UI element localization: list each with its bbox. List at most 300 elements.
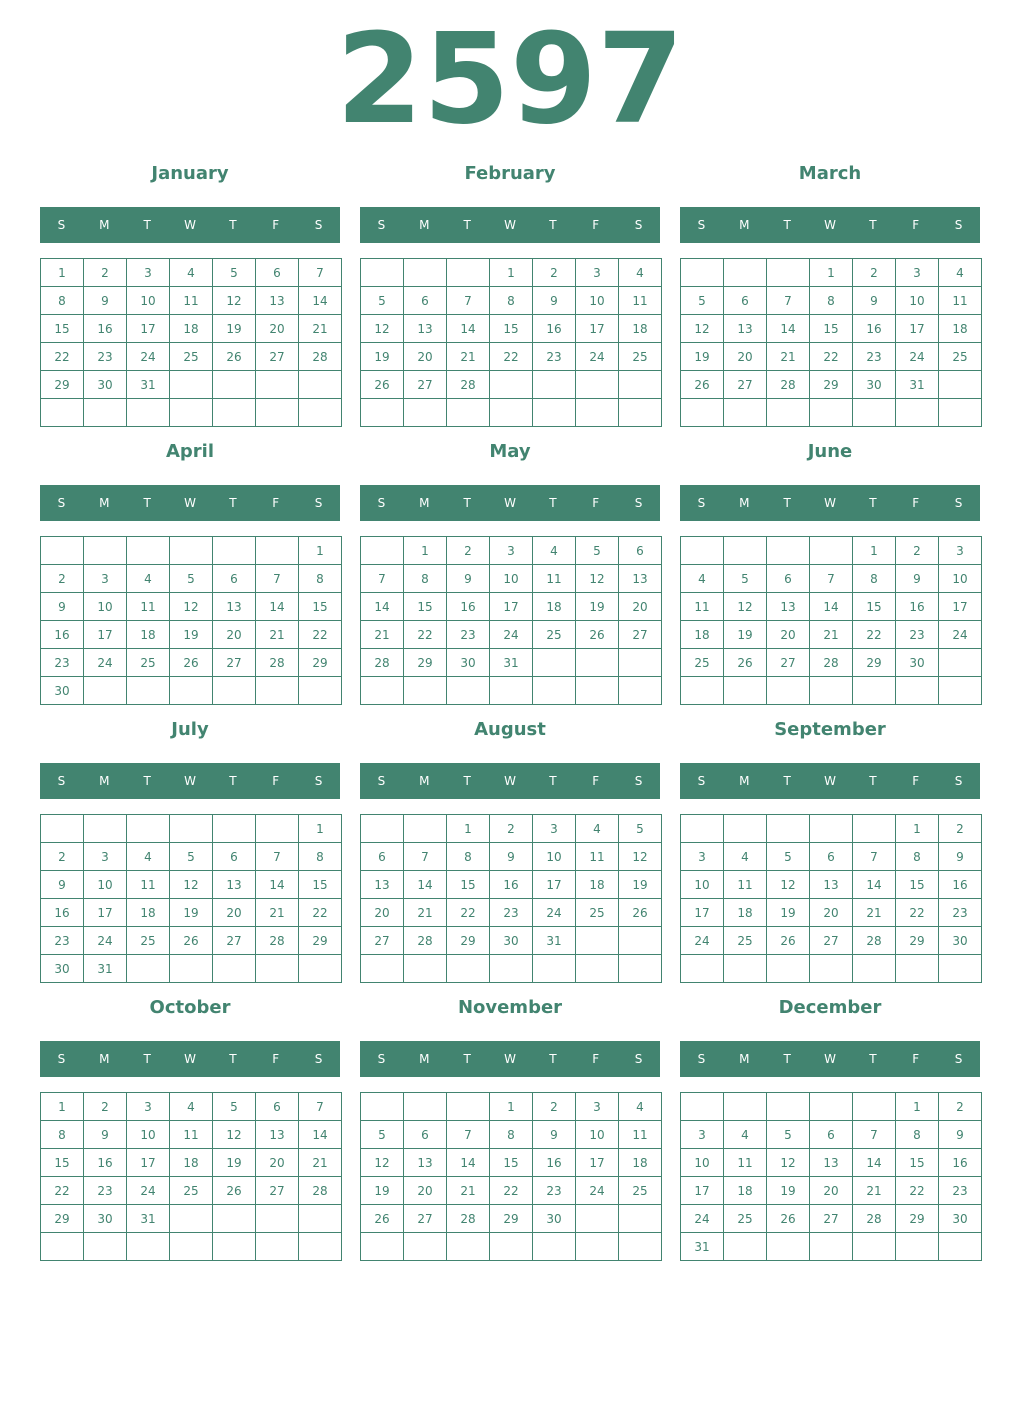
empty-day-cell xyxy=(853,1093,896,1121)
week-row xyxy=(361,593,662,621)
day-cell: 13 xyxy=(361,871,404,899)
weekday-header xyxy=(680,1041,980,1077)
day-cell: 21 xyxy=(447,343,490,371)
week-row xyxy=(361,1205,662,1233)
weekday-label: S xyxy=(57,218,66,232)
week-row xyxy=(361,621,662,649)
day-cell: 8 xyxy=(896,1121,939,1149)
weekday-label: S xyxy=(57,774,66,788)
day-cell: 2 xyxy=(490,815,533,843)
day-cell: 4 xyxy=(681,565,724,593)
day-cell: 24 xyxy=(84,649,127,677)
day-cell: 7 xyxy=(767,287,810,315)
day-cell: 2 xyxy=(896,537,939,565)
empty-day-cell xyxy=(84,399,127,427)
empty-day-cell xyxy=(681,537,724,565)
day-cell: 21 xyxy=(810,621,853,649)
month-may xyxy=(360,438,660,706)
day-cell: 19 xyxy=(681,343,724,371)
empty-day-cell xyxy=(533,649,576,677)
day-cell: 5 xyxy=(767,1121,810,1149)
day-cell: 14 xyxy=(853,871,896,899)
weekday-label: T xyxy=(229,1052,237,1066)
day-cell: 23 xyxy=(939,899,982,927)
empty-day-cell xyxy=(404,677,447,705)
day-cell: 31 xyxy=(533,927,576,955)
day-cell: 11 xyxy=(939,287,982,315)
empty-day-cell xyxy=(84,1233,127,1261)
empty-day-cell xyxy=(767,677,810,705)
day-cell: 29 xyxy=(490,1205,533,1233)
month-name: April xyxy=(165,441,215,462)
day-cell: 4 xyxy=(939,259,982,287)
week-row xyxy=(361,1093,662,1121)
week-row xyxy=(41,287,342,315)
weekday-label: S xyxy=(697,496,706,510)
day-cell: 20 xyxy=(724,343,767,371)
weekday-label: F xyxy=(912,1052,920,1066)
day-cell: 11 xyxy=(619,1121,662,1149)
day-cell: 10 xyxy=(533,843,576,871)
day-cell: 13 xyxy=(810,1149,853,1177)
day-cell: 14 xyxy=(404,871,447,899)
day-cell: 20 xyxy=(361,899,404,927)
day-cell: 19 xyxy=(213,315,256,343)
day-cell: 13 xyxy=(213,593,256,621)
empty-day-cell xyxy=(681,677,724,705)
week-row xyxy=(681,593,982,621)
day-cell: 7 xyxy=(853,843,896,871)
week-row xyxy=(361,399,662,427)
empty-day-cell xyxy=(404,815,447,843)
month-march xyxy=(680,160,980,428)
empty-day-cell xyxy=(490,399,533,427)
week-row xyxy=(681,843,982,871)
empty-day-cell xyxy=(170,1205,213,1233)
empty-day-cell xyxy=(853,399,896,427)
day-cell: 6 xyxy=(619,537,662,565)
day-cell: 11 xyxy=(170,287,213,315)
weekday-label: T xyxy=(463,1052,471,1066)
day-cell: 10 xyxy=(939,565,982,593)
week-row xyxy=(41,565,342,593)
empty-day-cell xyxy=(256,1233,299,1261)
day-cell: 30 xyxy=(896,649,939,677)
week-row xyxy=(681,649,982,677)
weekday-label: W xyxy=(184,496,196,510)
week-row xyxy=(41,593,342,621)
day-cell: 22 xyxy=(41,343,84,371)
empty-day-cell xyxy=(213,815,256,843)
empty-day-cell xyxy=(256,1205,299,1233)
day-cell: 30 xyxy=(939,1205,982,1233)
day-cell: 23 xyxy=(533,1177,576,1205)
day-cell: 5 xyxy=(361,1121,404,1149)
day-cell: 13 xyxy=(213,871,256,899)
day-cell: 2 xyxy=(447,537,490,565)
month-october xyxy=(40,994,340,1262)
day-cell: 16 xyxy=(533,1149,576,1177)
day-cell: 30 xyxy=(41,677,84,705)
day-cell: 26 xyxy=(361,371,404,399)
day-cell: 7 xyxy=(299,1093,342,1121)
day-cell: 17 xyxy=(533,871,576,899)
days-table xyxy=(40,536,342,705)
day-cell: 17 xyxy=(939,593,982,621)
weekday-label: T xyxy=(143,1052,151,1066)
weekday-label: T xyxy=(229,496,237,510)
week-row xyxy=(361,1177,662,1205)
empty-day-cell xyxy=(810,815,853,843)
day-cell: 31 xyxy=(127,371,170,399)
day-cell: 4 xyxy=(619,259,662,287)
weekday-label: T xyxy=(229,218,237,232)
day-cell: 14 xyxy=(256,871,299,899)
month-name: February xyxy=(464,163,556,184)
week-row xyxy=(361,1149,662,1177)
weekday-label: T xyxy=(549,1052,557,1066)
day-cell: 15 xyxy=(896,871,939,899)
day-cell: 11 xyxy=(127,593,170,621)
day-cell: 9 xyxy=(896,565,939,593)
weekday-label: S xyxy=(634,496,643,510)
empty-day-cell xyxy=(41,1233,84,1261)
day-cell: 30 xyxy=(41,955,84,983)
day-cell: 14 xyxy=(853,1149,896,1177)
week-row xyxy=(41,1205,342,1233)
day-cell: 7 xyxy=(256,565,299,593)
day-cell: 2 xyxy=(41,565,84,593)
day-cell: 3 xyxy=(84,843,127,871)
day-cell: 10 xyxy=(681,871,724,899)
day-cell: 22 xyxy=(299,621,342,649)
day-cell: 21 xyxy=(256,621,299,649)
week-row xyxy=(681,1233,982,1261)
empty-day-cell xyxy=(681,955,724,983)
day-cell: 12 xyxy=(619,843,662,871)
day-cell: 27 xyxy=(619,621,662,649)
day-cell: 15 xyxy=(41,1149,84,1177)
day-cell: 27 xyxy=(404,371,447,399)
empty-day-cell xyxy=(896,677,939,705)
empty-day-cell xyxy=(619,955,662,983)
empty-day-cell xyxy=(619,399,662,427)
day-cell: 3 xyxy=(490,537,533,565)
day-cell: 30 xyxy=(939,927,982,955)
day-cell: 16 xyxy=(41,899,84,927)
empty-day-cell xyxy=(299,955,342,983)
day-cell: 3 xyxy=(576,259,619,287)
day-cell: 3 xyxy=(681,843,724,871)
week-row xyxy=(681,537,982,565)
empty-day-cell xyxy=(939,677,982,705)
day-cell: 17 xyxy=(127,1149,170,1177)
month-august xyxy=(360,716,660,984)
empty-day-cell xyxy=(41,399,84,427)
month-name: November xyxy=(457,997,563,1018)
day-cell: 10 xyxy=(576,1121,619,1149)
empty-day-cell xyxy=(299,371,342,399)
day-cell: 3 xyxy=(576,1093,619,1121)
week-row xyxy=(681,621,982,649)
day-cell: 25 xyxy=(533,621,576,649)
weekday-label: S xyxy=(377,1052,386,1066)
weekday-label: W xyxy=(824,218,836,232)
day-cell: 30 xyxy=(853,371,896,399)
empty-day-cell xyxy=(533,677,576,705)
day-cell: 10 xyxy=(127,287,170,315)
day-cell: 28 xyxy=(256,649,299,677)
weekday-header xyxy=(40,485,340,521)
day-cell: 31 xyxy=(896,371,939,399)
empty-day-cell xyxy=(361,399,404,427)
week-row xyxy=(41,927,342,955)
day-cell: 30 xyxy=(533,1205,576,1233)
day-cell: 12 xyxy=(361,315,404,343)
month-february xyxy=(360,160,660,428)
day-cell: 8 xyxy=(896,843,939,871)
day-cell: 16 xyxy=(533,315,576,343)
day-cell: 20 xyxy=(810,1177,853,1205)
day-cell: 5 xyxy=(619,815,662,843)
empty-day-cell xyxy=(213,399,256,427)
day-cell: 1 xyxy=(490,259,533,287)
day-cell: 22 xyxy=(896,899,939,927)
day-cell: 8 xyxy=(490,1121,533,1149)
weekday-label: F xyxy=(592,218,600,232)
day-cell: 17 xyxy=(576,315,619,343)
empty-day-cell xyxy=(361,259,404,287)
day-cell: 20 xyxy=(619,593,662,621)
day-cell: 15 xyxy=(299,871,342,899)
day-cell: 8 xyxy=(404,565,447,593)
empty-day-cell xyxy=(533,371,576,399)
day-cell: 18 xyxy=(939,315,982,343)
day-cell: 14 xyxy=(256,593,299,621)
weekday-label: S xyxy=(634,218,643,232)
empty-day-cell xyxy=(447,1093,490,1121)
days-table xyxy=(680,1092,982,1261)
day-cell: 2 xyxy=(84,259,127,287)
days-table xyxy=(360,814,662,983)
week-row xyxy=(361,955,662,983)
day-cell: 28 xyxy=(767,371,810,399)
day-cell: 21 xyxy=(256,899,299,927)
month-september xyxy=(680,716,980,984)
day-cell: 8 xyxy=(853,565,896,593)
week-row xyxy=(41,371,342,399)
empty-day-cell xyxy=(299,1233,342,1261)
weekday-label: M xyxy=(99,496,110,510)
day-cell: 18 xyxy=(681,621,724,649)
week-row xyxy=(361,1121,662,1149)
month-june xyxy=(680,438,980,706)
day-cell: 7 xyxy=(299,259,342,287)
day-cell: 23 xyxy=(41,649,84,677)
weekday-label: M xyxy=(419,496,430,510)
day-cell: 6 xyxy=(256,1093,299,1121)
weekday-label: T xyxy=(783,774,791,788)
empty-day-cell xyxy=(681,399,724,427)
week-row xyxy=(361,343,662,371)
week-row xyxy=(361,649,662,677)
day-cell: 22 xyxy=(896,1177,939,1205)
empty-day-cell xyxy=(896,399,939,427)
day-cell: 7 xyxy=(404,843,447,871)
day-cell: 27 xyxy=(404,1205,447,1233)
day-cell: 25 xyxy=(170,343,213,371)
day-cell: 13 xyxy=(724,315,767,343)
day-cell: 27 xyxy=(724,371,767,399)
empty-day-cell xyxy=(576,927,619,955)
empty-day-cell xyxy=(619,1233,662,1261)
day-cell: 9 xyxy=(853,287,896,315)
day-cell: 1 xyxy=(447,815,490,843)
weekday-label: T xyxy=(143,218,151,232)
day-cell: 19 xyxy=(170,621,213,649)
week-row xyxy=(41,315,342,343)
week-row xyxy=(361,537,662,565)
days-table xyxy=(40,814,342,983)
day-cell: 11 xyxy=(576,843,619,871)
day-cell: 1 xyxy=(896,1093,939,1121)
empty-day-cell xyxy=(619,649,662,677)
day-cell: 27 xyxy=(256,1177,299,1205)
empty-day-cell xyxy=(404,1233,447,1261)
weekday-label: T xyxy=(229,774,237,788)
days-table xyxy=(680,814,982,983)
day-cell: 2 xyxy=(939,1093,982,1121)
empty-day-cell xyxy=(404,1093,447,1121)
day-cell: 26 xyxy=(767,927,810,955)
empty-day-cell xyxy=(127,537,170,565)
day-cell: 15 xyxy=(490,315,533,343)
week-row xyxy=(41,1233,342,1261)
day-cell: 29 xyxy=(41,1205,84,1233)
empty-day-cell xyxy=(361,1093,404,1121)
day-cell: 5 xyxy=(361,287,404,315)
week-row xyxy=(681,287,982,315)
empty-day-cell xyxy=(84,537,127,565)
weekday-label: M xyxy=(739,496,750,510)
empty-day-cell xyxy=(533,955,576,983)
day-cell: 24 xyxy=(84,927,127,955)
day-cell: 20 xyxy=(767,621,810,649)
week-row xyxy=(41,537,342,565)
day-cell: 17 xyxy=(127,315,170,343)
empty-day-cell xyxy=(170,1233,213,1261)
day-cell: 26 xyxy=(767,1205,810,1233)
day-cell: 24 xyxy=(127,1177,170,1205)
month-name: June xyxy=(807,441,853,462)
weekday-label: S xyxy=(634,774,643,788)
empty-day-cell xyxy=(447,677,490,705)
empty-day-cell xyxy=(170,815,213,843)
week-row xyxy=(361,843,662,871)
day-cell: 16 xyxy=(896,593,939,621)
month-name: December xyxy=(778,997,882,1018)
week-row xyxy=(681,927,982,955)
day-cell: 15 xyxy=(404,593,447,621)
day-cell: 16 xyxy=(939,1149,982,1177)
day-cell: 7 xyxy=(853,1121,896,1149)
day-cell: 19 xyxy=(213,1149,256,1177)
day-cell: 26 xyxy=(619,899,662,927)
month-name: January xyxy=(151,163,229,184)
empty-day-cell xyxy=(724,955,767,983)
day-cell: 9 xyxy=(447,565,490,593)
weekday-label: S xyxy=(314,218,323,232)
week-row xyxy=(41,677,342,705)
empty-day-cell xyxy=(404,259,447,287)
day-cell: 15 xyxy=(896,1149,939,1177)
empty-day-cell xyxy=(767,1093,810,1121)
empty-day-cell xyxy=(256,955,299,983)
weekday-label: T xyxy=(549,496,557,510)
day-cell: 20 xyxy=(213,899,256,927)
day-cell: 19 xyxy=(576,593,619,621)
day-cell: 5 xyxy=(213,1093,256,1121)
weekday-label: S xyxy=(954,218,963,232)
day-cell: 16 xyxy=(84,315,127,343)
day-cell: 11 xyxy=(127,871,170,899)
day-cell: 17 xyxy=(84,621,127,649)
weekday-label: S xyxy=(314,1052,323,1066)
weekday-label: W xyxy=(504,1052,516,1066)
empty-day-cell xyxy=(361,1233,404,1261)
day-cell: 20 xyxy=(404,343,447,371)
empty-day-cell xyxy=(619,1205,662,1233)
weekday-label: T xyxy=(869,1052,877,1066)
day-cell: 13 xyxy=(256,287,299,315)
day-cell: 22 xyxy=(490,343,533,371)
empty-day-cell xyxy=(724,1233,767,1261)
day-cell: 14 xyxy=(767,315,810,343)
day-cell: 19 xyxy=(361,1177,404,1205)
empty-day-cell xyxy=(84,677,127,705)
days-table xyxy=(680,536,982,705)
weekday-label: T xyxy=(549,774,557,788)
day-cell: 18 xyxy=(576,871,619,899)
empty-day-cell xyxy=(853,677,896,705)
empty-day-cell xyxy=(939,649,982,677)
day-cell: 9 xyxy=(84,1121,127,1149)
day-cell: 10 xyxy=(84,871,127,899)
empty-day-cell xyxy=(299,399,342,427)
week-row xyxy=(41,399,342,427)
day-cell: 22 xyxy=(853,621,896,649)
weekday-label: F xyxy=(272,774,280,788)
day-cell: 17 xyxy=(681,899,724,927)
weekday-label: T xyxy=(869,218,877,232)
day-cell: 6 xyxy=(810,843,853,871)
weekday-label: T xyxy=(783,218,791,232)
empty-day-cell xyxy=(576,677,619,705)
day-cell: 25 xyxy=(170,1177,213,1205)
day-cell: 8 xyxy=(299,565,342,593)
day-cell: 21 xyxy=(404,899,447,927)
empty-day-cell xyxy=(256,537,299,565)
week-row xyxy=(361,1233,662,1261)
empty-day-cell xyxy=(681,1093,724,1121)
weekday-label: M xyxy=(99,1052,110,1066)
week-row xyxy=(681,399,982,427)
day-cell: 23 xyxy=(939,1177,982,1205)
day-cell: 1 xyxy=(490,1093,533,1121)
day-cell: 27 xyxy=(810,1205,853,1233)
empty-day-cell xyxy=(361,677,404,705)
weekday-label: W xyxy=(504,218,516,232)
